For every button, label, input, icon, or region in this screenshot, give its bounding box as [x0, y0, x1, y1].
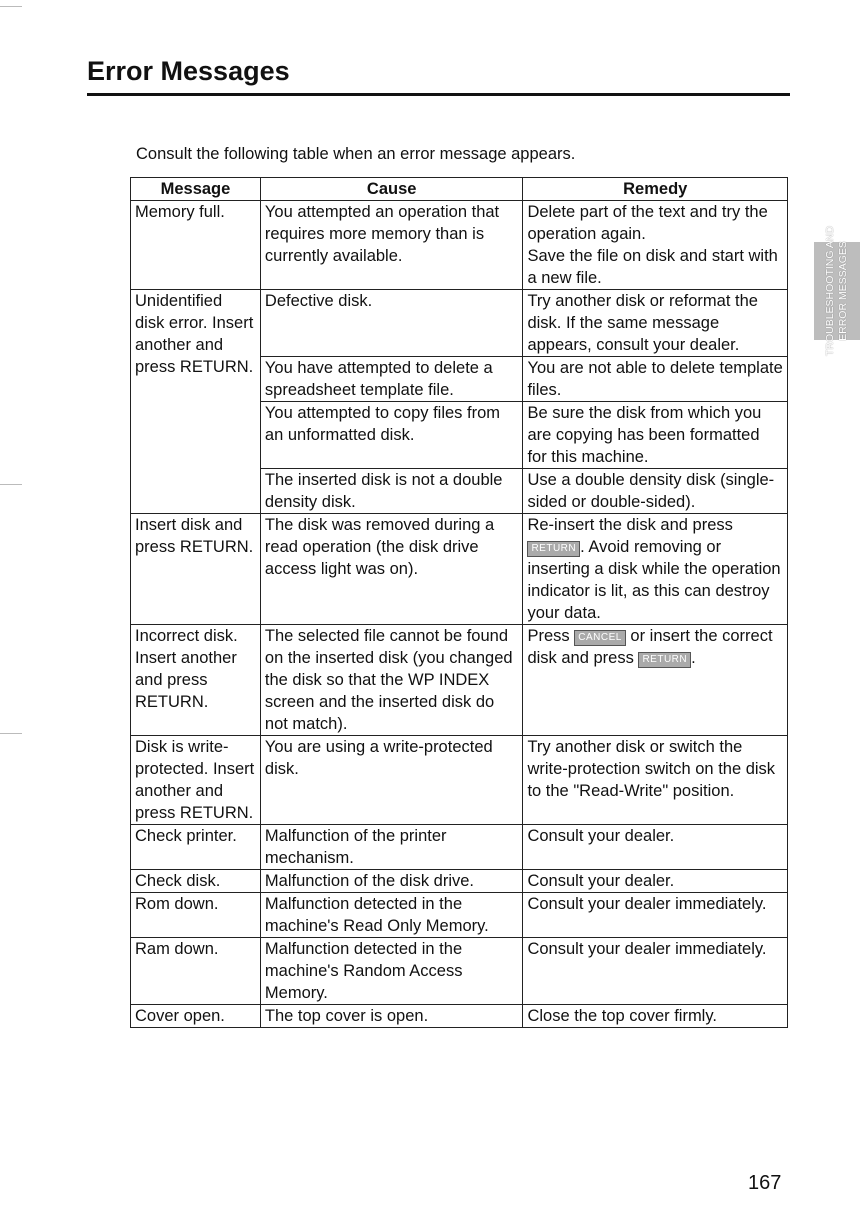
remedy-cell: Consult your dealer immediately.: [523, 938, 788, 1005]
remedy-text: .: [691, 649, 696, 667]
remedy-text: Delete part of the text and try the operation again.: [527, 203, 768, 243]
table-row: [131, 825, 788, 870]
message-cell: Incorrect disk. Insert another and press RETURN.: [131, 625, 261, 736]
cause-cell: The top cover is open.: [260, 1005, 523, 1028]
section-tab: [814, 225, 860, 357]
table-row: [131, 290, 788, 357]
remedy-text: Press: [527, 627, 570, 645]
remedy-cell: You are not able to delete template files.: [523, 357, 788, 402]
cause-cell: You attempted to copy files from an unformatted disk.: [260, 402, 523, 469]
remedy-text: Save the file on disk and start with a new file.: [527, 247, 778, 287]
remedy-text: . Avoid removing or inserting a disk while the operation indicator is lit, as this can destroy your data.: [527, 538, 781, 622]
section-tab-line: ERROR MESSAGES: [837, 241, 849, 341]
remedy-cell: Close the top cover firmly.: [523, 1005, 788, 1028]
message-cell: Unidentified disk error. Insert another and press RETURN.: [131, 290, 261, 514]
margin-mark: [0, 484, 22, 485]
table-row: [131, 514, 788, 625]
header-remedy: Remedy: [523, 178, 788, 201]
cause-cell: You attempted an operation that requires more memory than is currently available.: [260, 201, 523, 290]
message-cell: Check printer.: [131, 825, 261, 870]
title-rule: [87, 93, 790, 96]
cause-cell: The selected file cannot be found on the inserted disk (you changed the disk so that the WP INDEX screen and the inserted disk do not match).: [260, 625, 523, 736]
message-cell: Ram down.: [131, 938, 261, 1005]
message-cell: Cover open.: [131, 1005, 261, 1028]
margin-mark: [0, 6, 22, 7]
remedy-cell: Use a double density disk (single-sided or double-sided).: [523, 469, 788, 514]
cause-cell: Malfunction of the printer mechanism.: [260, 825, 523, 870]
cause-cell: You have attempted to delete a spreadsheet template file.: [260, 357, 523, 402]
cancel-key-icon: CANCEL: [574, 630, 626, 646]
margin-mark: [0, 733, 22, 734]
remedy-text: or insert the correct disk and press: [527, 627, 773, 667]
return-key-icon: RETURN: [527, 541, 580, 557]
cause-cell: Malfunction detected in the machine's Random Access Memory.: [260, 938, 523, 1005]
remedy-cell: Be sure the disk from which you are copying has been formatted for this machine.: [523, 402, 788, 469]
table-row: [131, 625, 788, 736]
table-row: [131, 870, 788, 893]
remedy-text: Re-insert the disk and press: [527, 516, 733, 534]
message-cell: Check disk.: [131, 870, 261, 893]
table-row: [131, 938, 788, 1005]
section-tab-line: TROUBLESHOOTING AND: [824, 225, 836, 357]
remedy-cell: Consult your dealer immediately.: [523, 893, 788, 938]
return-key-icon: RETURN: [638, 652, 691, 668]
intro-text: Consult the following table when an error message appears.: [136, 145, 576, 163]
table-row: [131, 736, 788, 825]
cause-cell: Defective disk.: [260, 290, 523, 357]
cause-cell: Malfunction of the disk drive.: [260, 870, 523, 893]
table-row: [131, 1005, 788, 1028]
cause-cell: You are using a write-protected disk.: [260, 736, 523, 825]
remedy-cell: Consult your dealer.: [523, 825, 788, 870]
page-number: 167: [748, 1172, 782, 1194]
message-cell: Insert disk and press RETURN.: [131, 514, 261, 625]
header-message: Message: [131, 178, 261, 201]
cause-cell: The inserted disk is not a double density disk.: [260, 469, 523, 514]
message-cell: Disk is write-protected. Insert another and press RETURN.: [131, 736, 261, 825]
remedy-cell: [523, 625, 788, 736]
cause-cell: Malfunction detected in the machine's Read Only Memory.: [260, 893, 523, 938]
table-row: [131, 893, 788, 938]
header-cause: Cause: [260, 178, 523, 201]
cause-cell: The disk was removed during a read operation (the disk drive access light was on).: [260, 514, 523, 625]
message-cell: Rom down.: [131, 893, 261, 938]
page-title: Error Messages: [87, 56, 290, 86]
table-row: [131, 201, 788, 290]
table-header-row: [131, 178, 788, 201]
remedy-cell: Try another disk or switch the write-protection switch on the disk to the "Read-Write" position.: [523, 736, 788, 825]
remedy-cell: Try another disk or reformat the disk. If the same message appears, consult your dealer.: [523, 290, 788, 357]
remedy-cell: [523, 514, 788, 625]
remedy-cell: [523, 201, 788, 290]
remedy-cell: Consult your dealer.: [523, 870, 788, 893]
message-cell: Memory full.: [131, 201, 261, 290]
error-table: [130, 177, 788, 1028]
